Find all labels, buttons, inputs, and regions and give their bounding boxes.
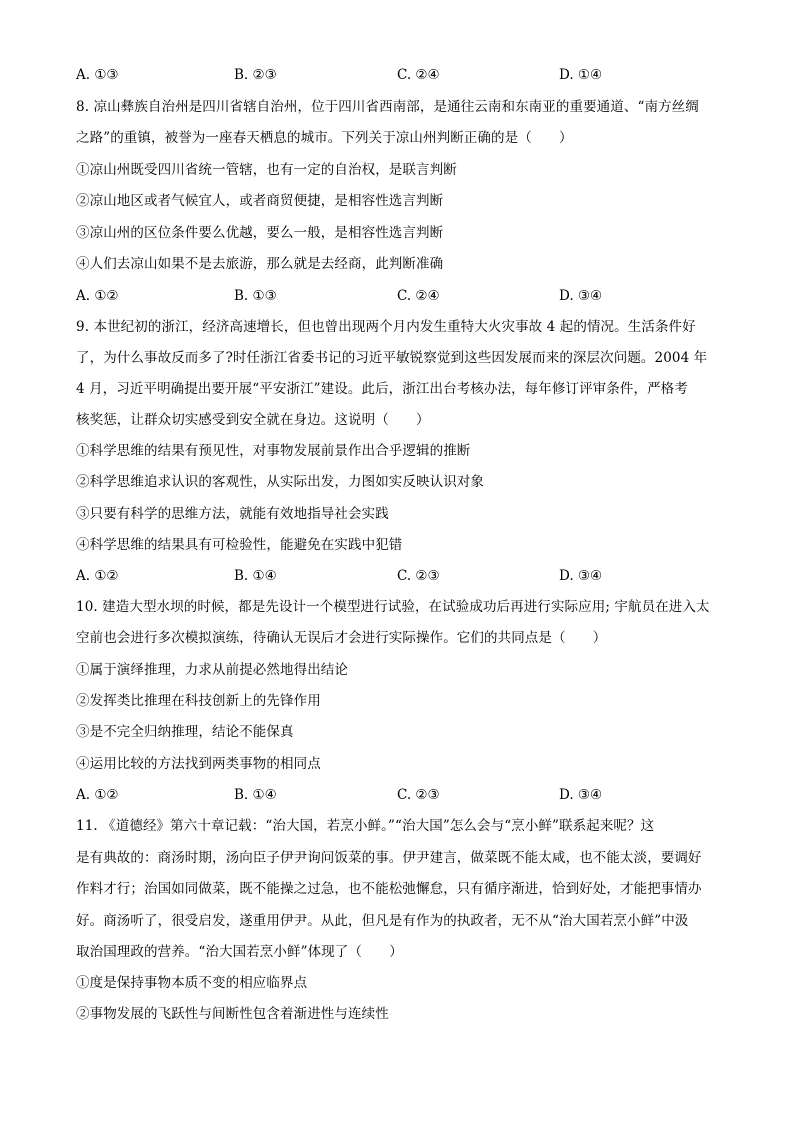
q10-options bbox=[76, 786, 716, 804]
q9-options bbox=[76, 567, 716, 585]
q10-stem-line-1: 10. 建造大型水坝的时候，都是先设计一个模型进行试验，在试验成功后再进行实际应用; 宇航员在进入太 bbox=[76, 599, 710, 615]
q8-statement-3: ③凉山州的区位条件要么优越，要么一般，是相容性选言判断 bbox=[76, 225, 444, 241]
q9-option-a: A. ①② bbox=[76, 568, 119, 584]
q11-stem-line-2: 是有典故的：商汤时期，汤向臣子伊尹询问饭菜的事。伊尹建言，做菜既不能太咸，也不能太淡，要调好 bbox=[76, 850, 702, 866]
q9-stem-line-2: 了，为什么事故反而多了?时任浙江省委书记的习近平敏锐察觉到这些因发展而来的深层次问题。2004 年 bbox=[76, 350, 708, 366]
q11-statement-1: ①度是保持事物本质不变的相应临界点 bbox=[76, 975, 308, 991]
q7-option-b: B. ②③ bbox=[234, 67, 277, 83]
q8-statement-1: ①凉山州既受四川省统一管辖，也有一定的自治权，是联言判断 bbox=[76, 162, 457, 178]
q11-stem-line-4: 好。商汤听了，很受启发，遂重用伊尹。从此，但凡是有作为的执政者，无不从“治大国若烹小鲜”中汲 bbox=[76, 913, 689, 929]
q9-option-c: C. ②③ bbox=[397, 568, 440, 584]
q9-statement-3: ③只要有科学的思维方法，就能有效地指导社会实践 bbox=[76, 506, 389, 522]
q10-option-b: B. ①④ bbox=[234, 787, 277, 803]
q8-option-c: C. ②④ bbox=[397, 288, 440, 304]
q8-option-d: D. ③④ bbox=[559, 288, 603, 304]
q10-stem-line-2: 空前也会进行多次模拟演练，待确认无误后才会进行实际操作。它们的共同点是（ ） bbox=[76, 630, 607, 646]
q9-statement-4: ④科学思维的结果具有可检验性，能避免在实践中犯错 bbox=[76, 537, 403, 553]
q9-option-d: D. ③④ bbox=[559, 568, 603, 584]
q10-statement-4: ④运用比较的方法找到两类事物的相同点 bbox=[76, 756, 321, 772]
q11-stem-line-5: 取治国理政的营养。“治大国若烹小鲜”体现了（ ） bbox=[76, 944, 403, 960]
q10-option-c: C. ②③ bbox=[397, 787, 440, 803]
q11-statement-2: ②事物发展的飞跃性与间断性包含着渐进性与连续性 bbox=[76, 1006, 389, 1022]
q9-stem-line-4: 核奖惩，让群众切实感受到安全就在身边。这说明（ ） bbox=[76, 412, 430, 428]
q7-options bbox=[76, 66, 716, 84]
q9-statement-1: ①科学思维的结果有预见性，对事物发展前景作出合乎逻辑的推断 bbox=[76, 443, 471, 459]
q10-option-a: A. ①② bbox=[76, 787, 119, 803]
q10-option-d: D. ③④ bbox=[559, 787, 603, 803]
q10-statement-3: ③是不完全归纳推理，结论不能保真 bbox=[76, 724, 294, 740]
q9-option-b: B. ①④ bbox=[234, 568, 277, 584]
q8-statement-4: ④人们去凉山如果不是去旅游，那么就是去经商，此判断准确 bbox=[76, 256, 444, 272]
q8-options bbox=[76, 287, 716, 305]
q7-option-a: A. ①③ bbox=[76, 67, 119, 83]
q9-stem-line-3: 4 月，习近平明确提出要开展“平安浙江”建设。此后，浙江出台考核办法，每年修订评审条件，严格考 bbox=[76, 381, 688, 397]
q8-option-a: A. ①② bbox=[76, 288, 119, 304]
q8-stem-line-1: 8. 凉山彝族自治州是四川省辖自治州，位于四川省西南部，是通往云南和东南亚的重要通道、“南方丝绸 bbox=[76, 99, 699, 115]
q11-stem-line-3: 作料才行；治国如同做菜，既不能操之过急，也不能松弛懈怠，只有循序渐进，恰到好处，才能把事情办 bbox=[76, 881, 702, 897]
q8-stem-line-2: 之路”的重镇，被誉为一座春天栖息的城市。下列关于凉山州判断正确的是（ ） bbox=[76, 130, 573, 146]
q9-statement-2: ②科学思维追求认识的客观性，从实际出发，力图如实反映认识对象 bbox=[76, 474, 484, 490]
q10-statement-2: ②发挥类比推理在科技创新上的先锋作用 bbox=[76, 693, 321, 709]
q11-stem-line-1: 11. 《道德经》第六十章记载：“治大国，若烹小鲜。”“治大国”怎么会与“烹小鲜”联系起来呢？这 bbox=[76, 818, 655, 834]
q8-statement-2: ②凉山地区或者气候宜人，或者商贸便捷，是相容性选言判断 bbox=[76, 193, 444, 209]
q9-stem-line-1: 9. 本世纪初的浙江，经济高速增长，但也曾出现两个月内发生重特大火灾事故 4 起的情况。生活条件好 bbox=[76, 319, 696, 335]
q8-option-b: B. ①③ bbox=[234, 288, 277, 304]
q7-option-c: C. ②④ bbox=[397, 67, 440, 83]
q10-statement-1: ①属于演绎推理，力求从前提必然地得出结论 bbox=[76, 662, 348, 678]
q7-option-d: D. ①④ bbox=[559, 67, 603, 83]
